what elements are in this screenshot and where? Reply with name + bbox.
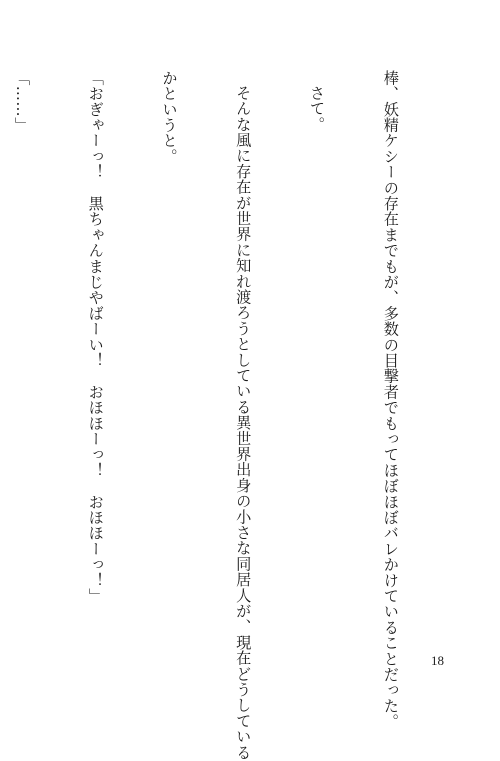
text-line: 「おぎゃーっ！ 黒ちゃんまじやばーい！ おほほーっ！ おほほーっ！」 (86, 70, 105, 604)
text-line: 「……」 (12, 70, 31, 133)
text-line: そんな風に存在が世界に知れ渡ろうとしている異世界出身の小さな同居人が、現在どうしている (234, 85, 253, 761)
text-line: さて。 (308, 85, 327, 133)
page-number: 18 (431, 653, 444, 668)
text-line: かというと。 (160, 70, 179, 165)
text-line: 棒、妖精ケシーの存在までもが、多数の目撃者でもってほぼほぼバレかけていることだった。 (381, 70, 400, 730)
